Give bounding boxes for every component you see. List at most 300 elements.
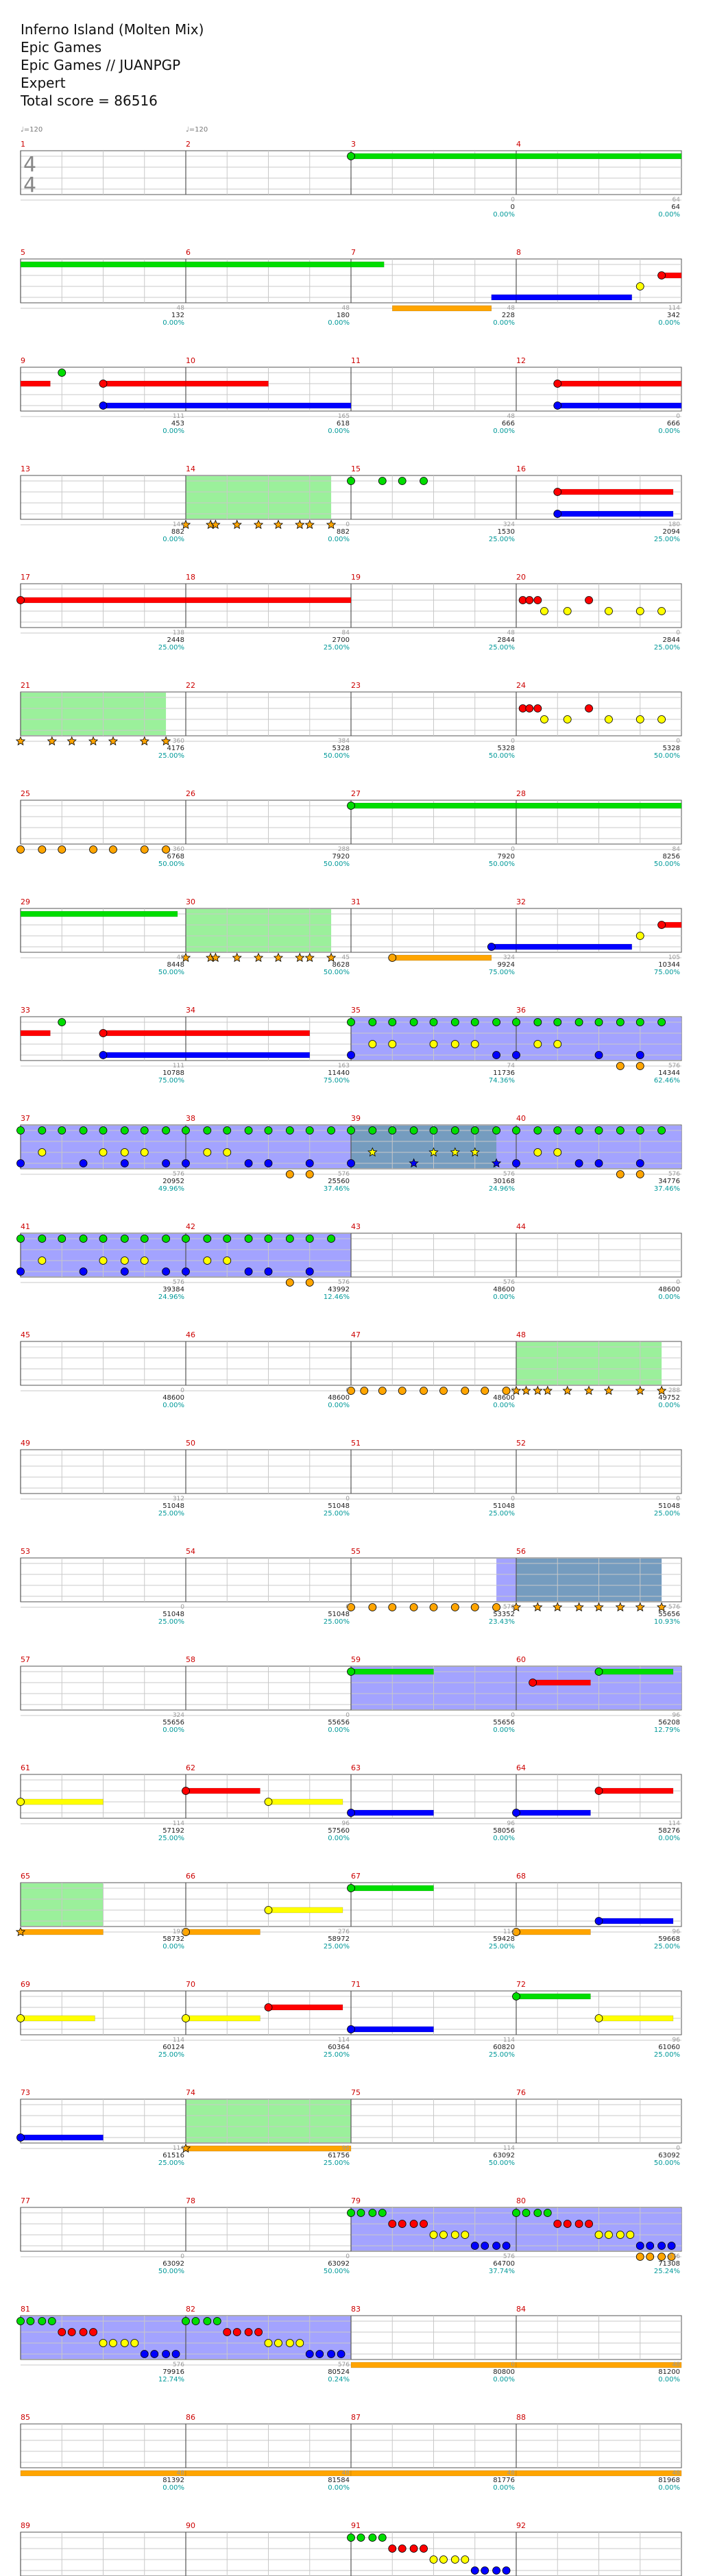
cumulative-score: 58056: [493, 1827, 515, 1835]
cumulative-score: 1530: [497, 528, 515, 536]
artist-name: Epic Games: [21, 39, 102, 55]
measure-number: 80: [516, 2196, 526, 2205]
note: [420, 1387, 428, 1395]
note: [554, 380, 561, 388]
note: [522, 2209, 530, 2217]
cumulative-score: 4176: [167, 745, 184, 752]
measure-score: 114: [172, 2145, 184, 2152]
note: [540, 608, 548, 615]
note: [658, 1127, 666, 1135]
measure-number: 29: [21, 897, 30, 906]
sp-percent: 0.00%: [493, 1835, 515, 1842]
sustain-bar: [516, 1929, 590, 1935]
note: [526, 597, 533, 604]
note: [398, 2545, 406, 2553]
measure-number: 18: [186, 573, 195, 582]
sustain-bar: [351, 2027, 434, 2032]
note: [534, 1149, 542, 1156]
star-note: [522, 1387, 530, 1395]
star-note: [605, 1387, 613, 1395]
note: [58, 369, 66, 377]
note: [80, 1160, 87, 1167]
note: [286, 2340, 293, 2347]
note: [451, 1019, 459, 1026]
star-note: [564, 1387, 572, 1395]
sustain-bar: [516, 2362, 681, 2368]
cumulative-score: 56208: [658, 1719, 680, 1726]
cumulative-score: 11440: [328, 1069, 350, 1077]
measure-score: 114: [503, 2145, 515, 2152]
note: [121, 1149, 128, 1156]
sustain-bar: [186, 262, 351, 267]
measure-number: 89: [21, 2521, 30, 2530]
note: [38, 1257, 46, 1265]
note: [481, 1387, 489, 1395]
note: [357, 2209, 365, 2217]
note: [48, 2318, 56, 2325]
cumulative-score: 10344: [658, 961, 680, 969]
sp-percent: 0.00%: [658, 211, 680, 219]
sustain-bar: [599, 1788, 673, 1794]
measure-score: 312: [172, 1496, 184, 1502]
measure-score: 0: [511, 197, 515, 203]
cumulative-score: 55656: [162, 1719, 184, 1726]
note: [369, 1127, 376, 1135]
measure-number: 23: [351, 681, 361, 690]
sustain-bar: [516, 803, 681, 808]
measure-score: 96: [672, 1929, 680, 1935]
cumulative-score: 34776: [658, 1178, 680, 1185]
sustain-bar: [186, 1052, 310, 1058]
sp-percent: 0.00%: [493, 1726, 515, 1734]
note: [398, 2220, 406, 2228]
sustain-bar: [557, 489, 673, 495]
cumulative-score: 0: [510, 203, 515, 211]
note: [605, 2231, 612, 2239]
measure-number: 30: [186, 897, 195, 906]
note: [493, 1127, 500, 1135]
note: [265, 1160, 272, 1167]
note: [439, 2231, 447, 2239]
sustain-bar: [516, 295, 632, 300]
measure-number: 10: [186, 356, 195, 365]
measure-score: 324: [172, 1712, 184, 1719]
sustain-bar: [351, 803, 516, 808]
note: [58, 1019, 66, 1026]
measure-number: 74: [186, 2088, 195, 2097]
note: [58, 846, 66, 854]
difficulty-label: Expert: [21, 75, 66, 91]
note: [554, 510, 561, 518]
note: [636, 2253, 644, 2261]
sp-percent: 25.00%: [653, 644, 680, 652]
note: [265, 1127, 272, 1135]
measure-number: 91: [351, 2521, 361, 2530]
region-layer: [21, 476, 681, 2359]
measure-score: 114: [172, 1820, 184, 1827]
sp-percent: 75.00%: [488, 969, 515, 976]
measure-score: 111: [172, 413, 184, 420]
measure-score: 576: [668, 2253, 680, 2260]
note: [99, 1257, 107, 1265]
sustain-bar: [351, 2362, 516, 2368]
cumulative-score: 59428: [493, 1935, 515, 1943]
sp-percent: 25.00%: [488, 644, 515, 652]
measure-score: 576: [172, 1171, 184, 1178]
measure-score: 576: [668, 1063, 680, 1069]
sustain-bar: [557, 511, 673, 517]
measure-number: 40: [516, 1114, 526, 1123]
measure-score: 576: [172, 2362, 184, 2368]
sp-percent: 75.00%: [653, 969, 680, 976]
star-note: [89, 737, 97, 745]
note: [636, 608, 644, 615]
cumulative-score: 882: [171, 528, 184, 536]
note: [636, 932, 644, 940]
measure-score: 0: [676, 738, 680, 745]
measure-number: 45: [21, 1330, 30, 1339]
note: [337, 2351, 345, 2358]
note: [658, 1019, 666, 1026]
measure-score: 111: [172, 1063, 184, 1069]
cumulative-score: 80524: [328, 2368, 350, 2376]
cumulative-score: 7920: [497, 853, 515, 860]
note: [487, 943, 495, 951]
measure-score: 48: [507, 305, 515, 312]
note: [481, 2242, 489, 2250]
note: [109, 846, 117, 854]
note: [121, 1160, 128, 1167]
act-region: [496, 1559, 516, 1601]
sustain-bar: [351, 153, 516, 159]
note: [348, 1127, 355, 1135]
cumulative-score: 48600: [162, 1394, 184, 1402]
note: [636, 1052, 644, 1059]
note: [99, 1030, 107, 1037]
cumulative-score: 48600: [493, 1394, 515, 1402]
sp-percent: 50.00%: [158, 860, 184, 868]
star-note: [274, 954, 282, 962]
note: [361, 1387, 368, 1395]
cumulative-score: 81200: [658, 2368, 680, 2376]
sp-percent: 25.00%: [653, 2051, 680, 2059]
song-title: Inferno Island (Molten Mix): [21, 21, 204, 38]
star-note: [254, 521, 263, 529]
measure-score: 96: [341, 2145, 350, 2152]
sp-percent: 0.00%: [493, 2484, 515, 2492]
measure-score: 0: [346, 1496, 350, 1502]
measure-score: 576: [503, 1171, 515, 1178]
star-note: [68, 737, 76, 745]
measure-score: 48: [507, 413, 515, 420]
sp-percent: 0.00%: [658, 428, 680, 435]
measure-score: 114: [503, 2037, 515, 2044]
sustain-bar: [104, 1030, 186, 1036]
note: [348, 1809, 355, 1817]
measure-number: 24: [516, 681, 526, 690]
note: [636, 1063, 644, 1070]
note: [265, 2340, 272, 2347]
measure-score: 0: [346, 2253, 350, 2260]
note: [616, 1171, 624, 1178]
note: [503, 1387, 510, 1395]
note: [540, 716, 548, 723]
cumulative-score: 43992: [328, 1286, 350, 1293]
sp-percent: 50.00%: [653, 860, 680, 868]
note: [554, 1019, 561, 1026]
measure-score: 576: [337, 1279, 350, 1286]
note: [658, 716, 666, 723]
measure-score: 288: [337, 846, 350, 853]
measure-number: 16: [516, 465, 526, 473]
note: [121, 1235, 128, 1243]
measure-score: 0: [676, 2145, 680, 2152]
measure-number: 60: [516, 1655, 526, 1664]
cumulative-score: 51048: [162, 1502, 184, 1510]
note: [348, 2026, 355, 2033]
note: [306, 1235, 313, 1243]
sustain-bar: [599, 1669, 673, 1674]
note: [461, 1387, 469, 1395]
note: [121, 1127, 128, 1135]
note: [213, 2318, 221, 2325]
note: [245, 1127, 252, 1135]
cumulative-score: 60124: [162, 2044, 184, 2051]
measure-score: 384: [337, 738, 350, 745]
note: [141, 1149, 148, 1156]
cumulative-score: 61516: [162, 2152, 184, 2159]
note: [265, 1268, 272, 1276]
sustain-bar: [392, 955, 492, 961]
sustain-bar: [21, 911, 178, 917]
measure-score: 0: [676, 1496, 680, 1502]
sustain-bar: [351, 1885, 434, 1891]
note: [182, 2318, 190, 2325]
sustain-bar: [186, 597, 351, 603]
note: [471, 1019, 479, 1026]
note: [162, 1268, 170, 1276]
note: [471, 1604, 479, 1611]
note: [348, 478, 355, 485]
note: [99, 1127, 107, 1135]
cumulative-score: 2094: [662, 528, 680, 536]
star-note: [141, 737, 149, 745]
note: [451, 2231, 459, 2239]
measure-number: 32: [516, 897, 526, 906]
star-note: [533, 1603, 542, 1611]
note: [306, 2351, 313, 2358]
note: [306, 1160, 313, 1167]
note: [348, 1885, 355, 1892]
star-note: [327, 954, 335, 962]
note: [245, 1160, 252, 1167]
measure-number: 51: [351, 1439, 361, 1448]
sp-percent: 0.00%: [328, 1726, 350, 1734]
cumulative-score: 8256: [662, 853, 680, 860]
measure-number: 4: [516, 140, 521, 149]
sustain-bar: [599, 2016, 673, 2021]
measure-score: 0: [511, 738, 515, 745]
cumulative-score: 55656: [328, 1719, 350, 1726]
note: [316, 2351, 324, 2358]
sp-percent: 50.00%: [323, 2268, 350, 2275]
note: [131, 2340, 138, 2347]
note: [90, 846, 97, 854]
measure-score: 0: [180, 1604, 184, 1611]
sp-percent: 50.00%: [488, 860, 515, 868]
note: [658, 2242, 666, 2250]
measure-number: 73: [21, 2088, 30, 2097]
measure-score: 0: [511, 2362, 515, 2368]
sp-percent: 0.00%: [658, 1402, 680, 1409]
note: [389, 1019, 396, 1026]
note: [162, 846, 170, 854]
note: [451, 1604, 459, 1611]
note: [636, 2242, 644, 2250]
sp-percent: 25.00%: [653, 1943, 680, 1950]
sp-percent: 25.00%: [653, 536, 680, 543]
measure-number: 35: [351, 1006, 361, 1015]
cumulative-score: 2844: [662, 636, 680, 644]
note: [223, 1149, 231, 1156]
note: [410, 1127, 417, 1135]
measure-number: 56: [516, 1547, 526, 1556]
sustain-bar: [351, 262, 384, 267]
note: [223, 1127, 231, 1135]
sp-percent: 75.00%: [158, 1077, 184, 1085]
measure-number: 64: [516, 1763, 526, 1772]
note: [544, 2209, 551, 2217]
note: [141, 1235, 148, 1243]
note: [595, 1787, 603, 1795]
note: [646, 2253, 654, 2261]
note: [554, 402, 561, 410]
note: [328, 1127, 335, 1135]
note: [357, 2534, 365, 2542]
sustain-bar: [21, 1799, 104, 1805]
sustain-bar: [186, 1030, 310, 1036]
measure-score: 114: [172, 2037, 184, 2044]
cumulative-score: 48600: [658, 1286, 680, 1293]
measure-score: 114: [503, 1929, 515, 1935]
measure-number: 36: [516, 1006, 526, 1015]
cumulative-score: 39384: [162, 1286, 184, 1293]
note: [58, 1127, 66, 1135]
sustain-bar: [186, 1929, 260, 1935]
measure-score: 48: [176, 954, 184, 961]
measure-score: 288: [668, 1387, 680, 1394]
star-note: [636, 1387, 644, 1395]
note: [204, 1127, 211, 1135]
sp-percent: 75.00%: [323, 1077, 350, 1085]
note: [493, 1019, 500, 1026]
note: [410, 2545, 417, 2553]
cumulative-score: 882: [336, 528, 350, 536]
note: [575, 1127, 583, 1135]
cumulative-score: 9924: [497, 961, 515, 969]
sp-percent: 0.00%: [493, 1402, 515, 1409]
sustain-bar: [186, 2146, 351, 2151]
cumulative-score: 49752: [658, 1394, 680, 1402]
measure-number: 46: [186, 1330, 195, 1339]
note: [595, 1160, 603, 1167]
sp-percent: 12.46%: [323, 1293, 350, 1301]
note: [286, 1127, 293, 1135]
measure-number: 2: [186, 140, 191, 149]
note: [575, 2220, 583, 2228]
cumulative-score: 51048: [328, 1502, 350, 1510]
measure-number: 92: [516, 2521, 526, 2530]
note: [451, 1041, 459, 1048]
sustain-bar: [269, 1799, 343, 1805]
note: [605, 608, 612, 615]
measure-number: 87: [351, 2413, 361, 2422]
note: [481, 2567, 489, 2575]
sp-percent: 0.00%: [328, 2484, 350, 2492]
note: [636, 1019, 644, 1026]
note: [513, 1160, 520, 1167]
measure-score: 96: [672, 1712, 680, 1719]
note: [306, 1279, 313, 1287]
sp-percent: 37.46%: [653, 1185, 680, 1193]
note: [204, 1149, 211, 1156]
note: [389, 954, 396, 962]
cumulative-score: 81584: [328, 2477, 350, 2484]
note: [182, 1235, 190, 1243]
star-note: [574, 1603, 583, 1611]
star-note: [295, 521, 304, 529]
cumulative-score: 57192: [162, 1827, 184, 1835]
measure-score: 144: [172, 521, 184, 528]
sp-percent: 0.00%: [328, 536, 350, 543]
note: [80, 1268, 87, 1276]
measure-score: 0: [511, 1712, 515, 1719]
note: [348, 1668, 355, 1676]
note: [121, 1268, 128, 1276]
measure-number: 71: [351, 1980, 361, 1989]
note: [286, 1279, 293, 1287]
measure-score: 576: [337, 2362, 350, 2368]
measure-number: 83: [351, 2305, 361, 2314]
measure-number: 90: [186, 2521, 195, 2530]
measure-number: 17: [21, 573, 30, 582]
note: [17, 1160, 25, 1167]
note: [162, 2351, 170, 2358]
measure-number: 44: [516, 1222, 526, 1231]
note: [668, 2242, 675, 2250]
measure-score: 0: [511, 846, 515, 853]
note: [162, 1160, 170, 1167]
measure-number: 33: [21, 1006, 30, 1015]
note: [595, 1019, 603, 1026]
sp-percent: 25.00%: [488, 1943, 515, 1950]
measure-number: 65: [21, 1872, 30, 1881]
note: [99, 1052, 107, 1059]
measure-score: 48: [341, 2470, 350, 2477]
note: [503, 2242, 510, 2250]
note: [80, 1235, 87, 1243]
note: [595, 1127, 603, 1135]
measure-number: 14: [186, 465, 195, 473]
note: [439, 2556, 447, 2564]
measure-score: 0: [676, 630, 680, 636]
note: [286, 1171, 293, 1178]
measure-number: 57: [21, 1655, 30, 1664]
cumulative-score: 58276: [658, 1827, 680, 1835]
sp-percent: 0.00%: [493, 319, 515, 327]
note: [265, 1907, 272, 1914]
cumulative-score: 63092: [162, 2260, 184, 2268]
